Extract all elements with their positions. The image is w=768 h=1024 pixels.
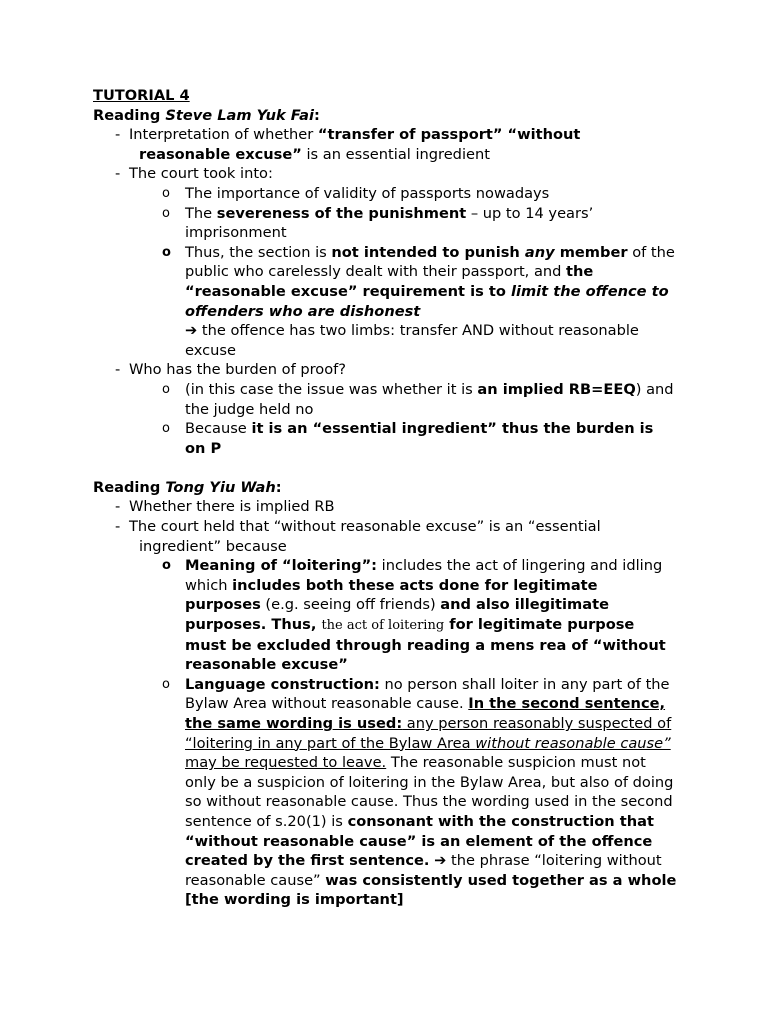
sub-list bbox=[129, 380, 678, 458]
text: ➔ the phrase “loitering without reasonable cause” bbox=[185, 852, 662, 889]
underlined-italic-text: without reasonable cause” bbox=[475, 734, 671, 752]
text: Because bbox=[185, 420, 252, 438]
sub-list bbox=[129, 556, 678, 910]
bold-text: it is an “essential ingredient” thus the burden is on P bbox=[185, 420, 654, 457]
heading-suffix: : bbox=[313, 106, 320, 124]
section-2-list bbox=[93, 497, 678, 909]
sub-list-item bbox=[129, 184, 678, 204]
text: (e.g. seeing off friends) bbox=[260, 596, 441, 614]
bold-text: consonant with the construction that “without reasonable cause” is an element of the offence created by the first sentence. bbox=[185, 812, 654, 870]
bold-italic-text: limit the offence to offenders who are dishonest bbox=[185, 282, 669, 320]
text: The reasonable suspicion must not only be a suspicion of loitering in the Bylaw Area, but also of doing so without reasonable cause. Thus the wording used in the second sentence of s.20(1) is bbox=[185, 754, 674, 830]
sub-list-item bbox=[129, 243, 678, 361]
text: The court took into: bbox=[129, 165, 273, 183]
section-1-list bbox=[93, 125, 678, 458]
text: Whether there is implied RB bbox=[129, 498, 335, 516]
text: Thus, the section is bbox=[185, 243, 332, 261]
page-title: TUTORIAL 4 bbox=[93, 87, 190, 104]
case-name: Steve Lam Yuk Fai bbox=[165, 106, 314, 124]
bold-text: was consistently used together as a whole [the wording is important] bbox=[185, 871, 677, 909]
case-name: Tong Yiu Wah bbox=[165, 478, 276, 496]
list-item bbox=[93, 360, 678, 458]
text: no person shall loiter in any part of the Bylaw Area without reasonable cause. bbox=[185, 675, 670, 713]
text: The bbox=[185, 204, 217, 222]
text: of the public who carelessly dealt with their passport, and bbox=[185, 243, 675, 281]
text: (in this case the issue was whether it is bbox=[185, 380, 478, 398]
sub-list-item bbox=[129, 204, 678, 243]
heading-prefix: Reading bbox=[93, 106, 166, 124]
bold-italic-text: any bbox=[524, 243, 555, 261]
text: includes the act of lingering and idling which bbox=[185, 557, 663, 594]
list-item bbox=[93, 164, 678, 360]
serif-text: the act of loitering bbox=[321, 618, 445, 634]
text: Interpretation of whether bbox=[129, 126, 318, 144]
bold-text: member bbox=[554, 243, 628, 261]
bold-text: an implied RB=EEQ bbox=[477, 380, 636, 398]
text: Who has the burden of proof? bbox=[129, 361, 347, 379]
bold-text: severeness of the punishment bbox=[216, 204, 467, 222]
text: is an essential ingredient bbox=[301, 145, 490, 163]
bold-text: not intended to punish bbox=[331, 243, 525, 261]
bold-text: “transfer of passport” “without bbox=[317, 126, 581, 144]
text: The court held that “without reasonable excuse” is an “essential bbox=[129, 518, 601, 536]
section-heading-steve-lam bbox=[93, 106, 678, 126]
section-heading-tong-yiu-wah bbox=[93, 478, 678, 498]
text: ingredient” because bbox=[139, 537, 287, 555]
underlined-text: may be requested to leave. bbox=[185, 754, 387, 772]
bold-text: Language construction: bbox=[185, 675, 380, 693]
sub-list-item bbox=[129, 380, 678, 419]
bold-text: reasonable excuse” bbox=[139, 145, 302, 163]
bold-text: Meaning of “loitering”: bbox=[185, 557, 377, 575]
heading-prefix: Reading bbox=[93, 478, 166, 496]
bold-text: includes both these acts done for legitimate purposes bbox=[185, 576, 598, 614]
sub-list bbox=[129, 184, 678, 360]
bold-text: the “reasonable excuse” requirement is to bbox=[185, 263, 594, 300]
list-item bbox=[93, 517, 678, 910]
spacer bbox=[93, 458, 678, 478]
text: ) and the judge held no bbox=[185, 380, 674, 418]
sub-list-item bbox=[129, 675, 678, 910]
bold-text: and also illegitimate purposes. Thus, bbox=[185, 596, 609, 634]
list-item bbox=[93, 125, 678, 164]
document-page bbox=[93, 86, 678, 910]
sub-list-item bbox=[129, 419, 678, 458]
text: ➔ the offence has two limbs: transfer AND without reasonable excuse bbox=[185, 322, 639, 359]
heading-suffix: : bbox=[275, 478, 282, 496]
text: – up to 14 years’ imprisonment bbox=[185, 204, 594, 242]
text: The importance of validity of passports nowadays bbox=[185, 184, 550, 202]
underlined-text: any person reasonably suspected of “loitering in any part of the Bylaw Area bbox=[185, 715, 672, 752]
bold-text: for legitimate purpose must be excluded through reading a mens rea of “without reasonable excuse” bbox=[185, 616, 666, 674]
list-item bbox=[93, 497, 678, 517]
underlined-bold-text: In the second sentence, the same wording is used: bbox=[185, 695, 666, 732]
sub-list-item bbox=[129, 556, 678, 675]
